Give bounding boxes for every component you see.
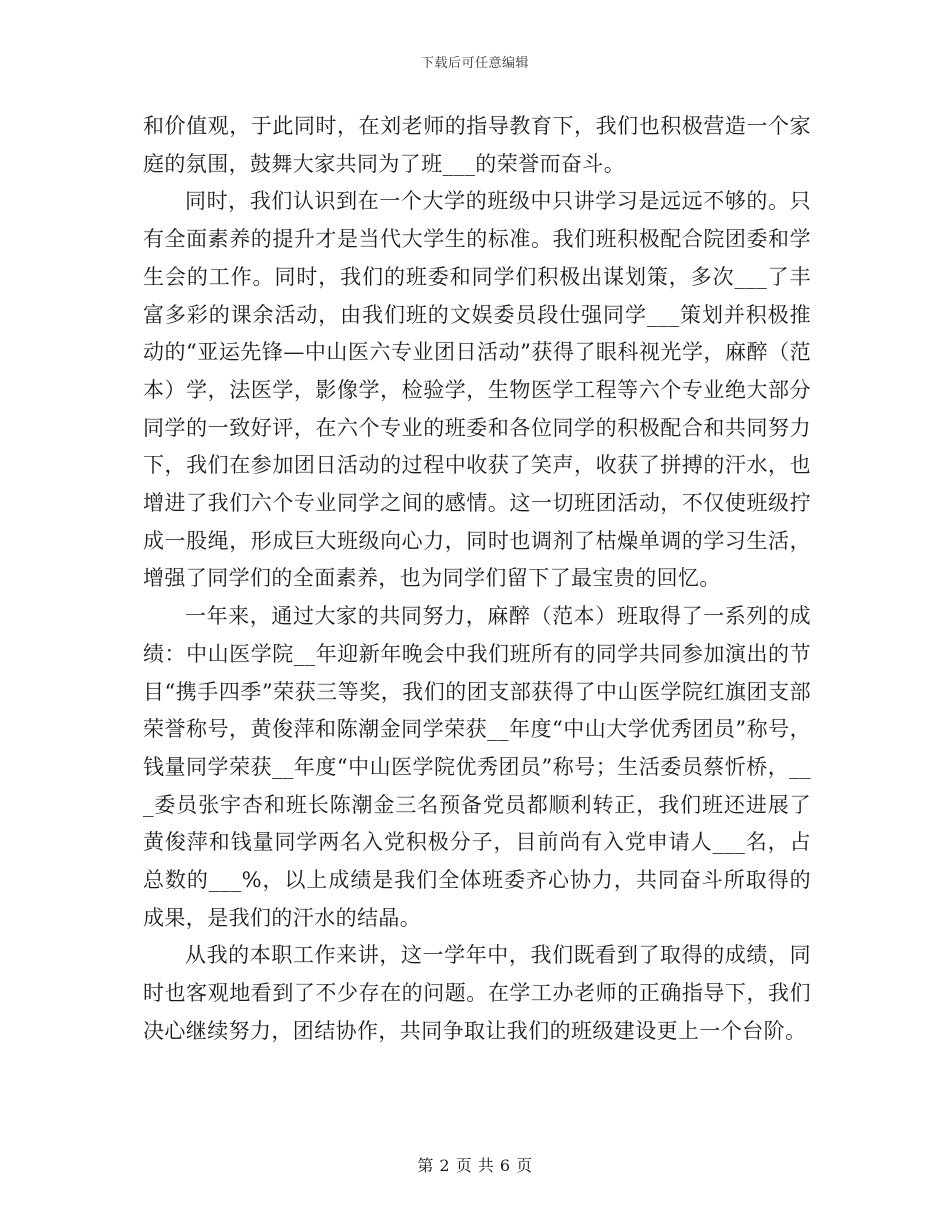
page-number: 第 2 页 共 6 页 <box>417 1156 533 1175</box>
paragraph-1: 和价值观，于此同时，在刘老师的指导教育下，我们也积极营造一个家庭的氛围，鼓舞大家共同为了班___的荣誉而奋斗。 <box>143 114 811 176</box>
page-header: 下载后可任意编辑 <box>420 56 529 71</box>
paragraph-4: 从我的本职工作来讲，这一学年中，我们既看到了取得的成绩，同时也客观地看到了不少存在的问题。在学工办老师的正确指导下，我们决心继续努力，团结协作，共同争取让我们的班级建设更上一个台阶。 <box>143 943 811 1043</box>
paragraph-2: 同时，我们认识到在一个大学的班级中只讲学习是远远不够的。只有全面素养的提升才是当代大学生的标准。我们班积极配合院团委和学生会的工作。同时，我们的班委和同学们积极出谋划策，多次___了丰富多彩的课余活动，由我们班的文娱委员段仕强同学___策划并积极推动的“亚运先锋—中山医六专业团日活动”获得了眼科视光学，麻醉（范本）学，法医学，影像学，检验学，生物医学工程等六个专业绝大部分同学的一致好评，在六个专业的班委和各位同学的积极配合和共同努力下，我们在参加团日活动的过程中收获了笑声，收获了拼搏的汗水，也增进了我们六个专业同学之间的感情。这一切班团活动，不仅使班级拧成一股绳，形成巨大班级向心力，同时也调剂了枯燥单调的学习生活，增强了同学们的全面素养，也为同学们留下了最宝贵的回忆。 <box>143 189 811 591</box>
paragraph-3: 一年来，通过大家的共同努力，麻醉（范本）班取得了一系列的成绩：中山医学院__年迎新年晚会中我们班所有的同学共同参加演出的节目“携手四季”荣获三等奖，我们的团支部获得了中山医学院红旗团支部荣誉称号，黄俊萍和陈潮金同学荣获__年度“中山大学优秀团员”称号，钱量同学荣获__年度“中山医学院优秀团员”称号；生活委员蔡忻桥，___委员张宇杏和班长陈潮金三名预备党员都顺利转正，我们班还进展了黄俊萍和钱量同学两名入党积极分子，目前尚有入党申请人___名，占总数的___%，以上成绩是我们全体班委齐心协力，共同奋斗所取得的成果，是我们的汗水的结晶。 <box>143 604 811 930</box>
document-body <box>143 108 811 1051</box>
